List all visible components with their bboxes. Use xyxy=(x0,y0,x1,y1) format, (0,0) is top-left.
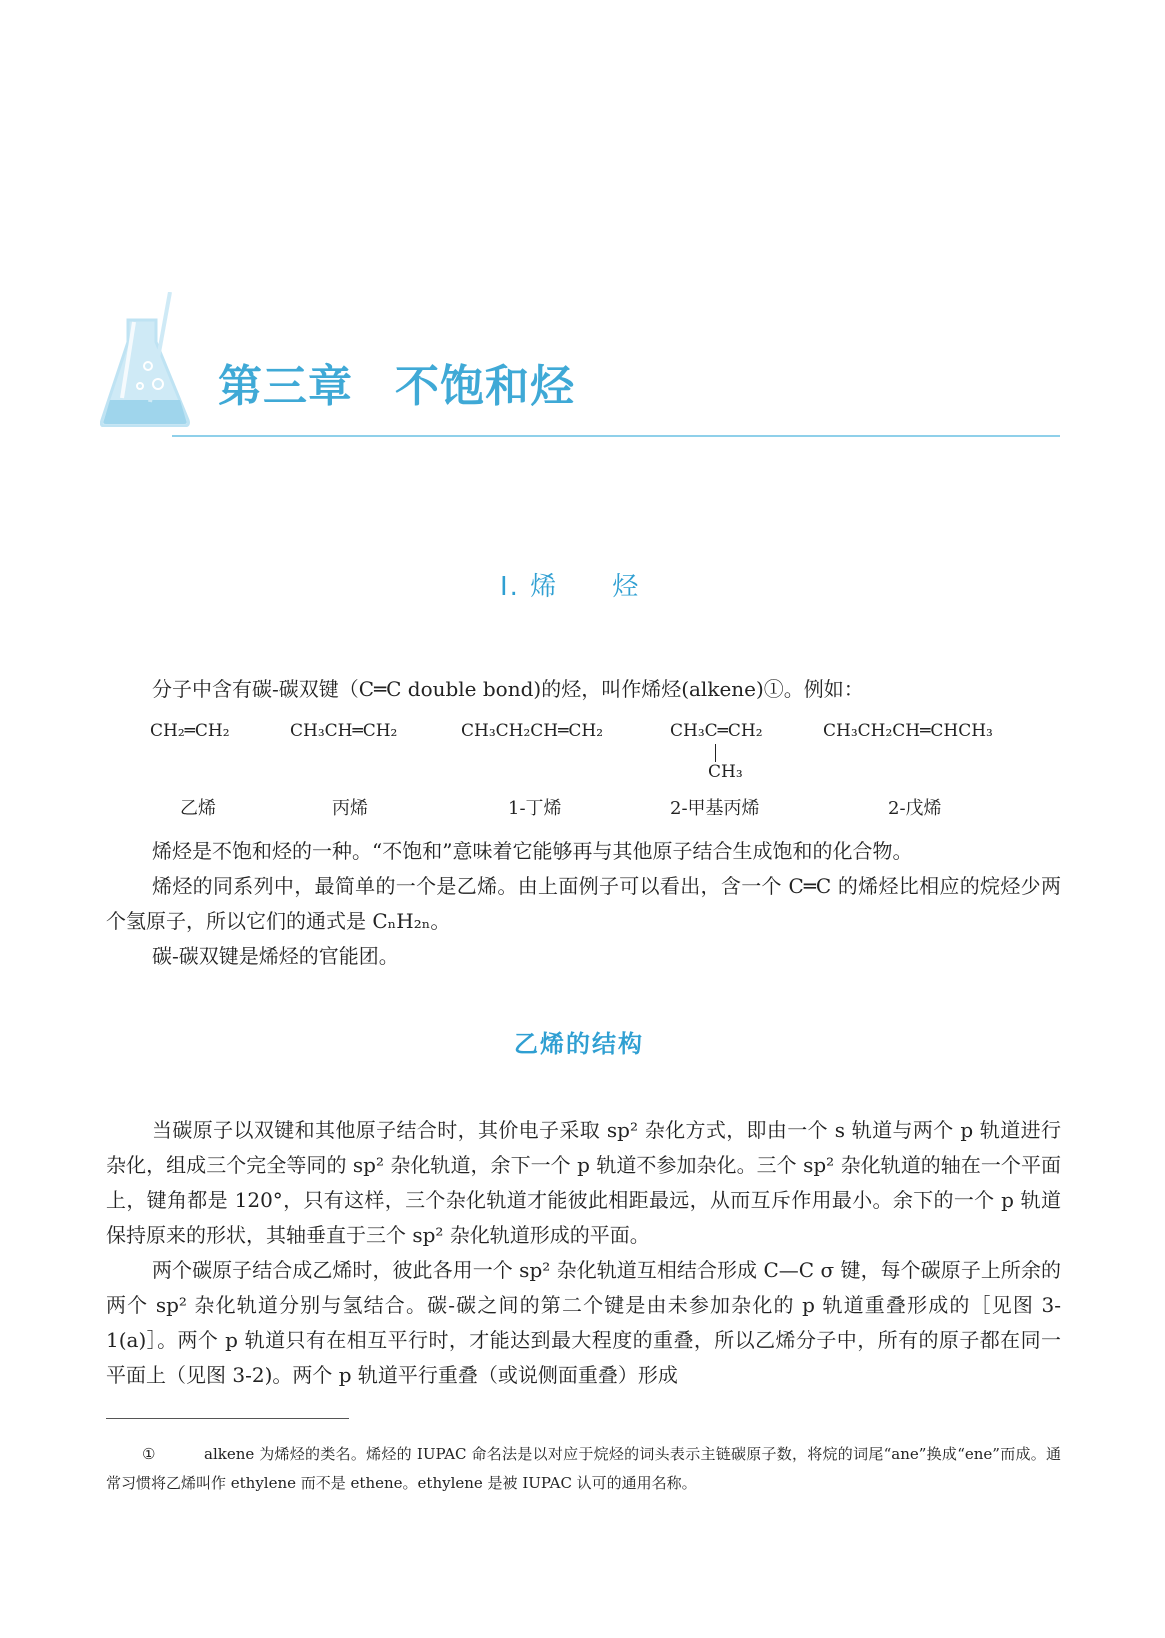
chapter-number: 第三章 xyxy=(218,361,353,412)
section-heading xyxy=(500,566,640,603)
name-1-butene: 1-丁烯 xyxy=(508,798,562,819)
chapter-title xyxy=(218,350,575,414)
formula-2-methylpropene: CH₃C═CH₂ xyxy=(670,721,763,741)
paragraph-bonding: 两个碳原子结合成乙烯时，彼此各用一个 sp² 杂化轨道互相结合形成 C—C σ 键，每个碳原子上所余的两个 sp² 杂化轨道分别与氢结合。碳-碳之间的第二个键是由未参加杂化的 p 轨道重叠形成的［见图 3-1(a)］。两个 p 轨道只有在相互平行时，才能达到最大程度的重叠，所以乙烯分子中，所有的原子都在同一平面上（见图 3-2)。两个 p 轨道平行重叠（或说侧面重叠）形成 xyxy=(106,1258,1061,1387)
branch-bond xyxy=(715,744,716,762)
footnote-divider xyxy=(106,1418,349,1419)
paragraph-functional-group: 碳-碳双键是烯烃的官能团。 xyxy=(152,944,399,968)
section-char-1: 烯 xyxy=(530,572,559,602)
paragraph-unsaturated: 烯烃是不饱和烃的一种。“不饱和”意味着它能够再与其他原子结合生成饱和的化合物。 xyxy=(152,839,913,863)
footnote-marker: ① xyxy=(142,1445,156,1463)
chapter-divider xyxy=(172,435,1060,437)
name-ethylene: 乙烯 xyxy=(180,798,216,819)
section-char-2: 烃 xyxy=(612,572,641,602)
intro-paragraph: 分子中含有碳-碳双键（C═C double bond)的烃，叫作烯烃(alkene)①。例如： xyxy=(152,677,864,701)
chapter-header xyxy=(100,292,1060,448)
paragraph-hybridization: 当碳原子以双键和其他原子结合时，其价电子采取 sp² 杂化方式，即由一个 s 轨道与两个 p 轨道进行杂化，组成三个完全等同的 sp² 杂化轨道，余下一个 p 轨道不参加杂化。三个 sp² 杂化轨道的轴在一个平面上，键角都是 120°，只有这样，三个杂化轨道才能彼此相距最远，从而互斥作用最小。余下的一个 p 轨道保持原来的形状，其轴垂直于三个 sp² 杂化轨道形成的平面。 xyxy=(106,1118,1061,1247)
formula-propylene: CH₃CH═CH₂ xyxy=(290,721,398,741)
name-2-methylpropene: 2-甲基丙烯 xyxy=(670,798,760,819)
chapter-name: 不饱和烃 xyxy=(395,361,575,412)
name-propylene: 丙烯 xyxy=(332,798,368,819)
flask-icon xyxy=(100,292,210,427)
footnote xyxy=(106,1440,1061,1498)
formula-branch-methyl: CH₃ xyxy=(708,762,743,782)
paragraph-homologous: 烯烃的同系列中，最简单的一个是乙烯。由上面例子可以看出，含一个 C═C 的烯烃比相应的烷烃少两个氢原子，所以它们的通式是 CₙH₂ₙ。 xyxy=(106,874,1061,933)
formula-ethylene: CH₂═CH₂ xyxy=(150,721,230,741)
formula-1-butene: CH₃CH₂CH═CH₂ xyxy=(461,721,604,741)
footnote-text: alkene 为烯烃的类名。烯烃的 IUPAC 命名法是以对应于烷烃的词头表示主链碳原子数，将烷的词尾“ane”换成“ene”而成。通常习惯将乙烯叫作 ethylene 而不是 ethene。ethylene 是被 IUPAC 认可的通用名称。 xyxy=(106,1445,1061,1492)
formula-2-pentene: CH₃CH₂CH═CHCH₃ xyxy=(823,721,993,741)
subsection-heading: 乙烯的结构 xyxy=(514,1030,644,1058)
name-2-pentene: 2-戊烯 xyxy=(888,798,942,819)
section-numeral: Ⅰ. xyxy=(500,572,520,602)
